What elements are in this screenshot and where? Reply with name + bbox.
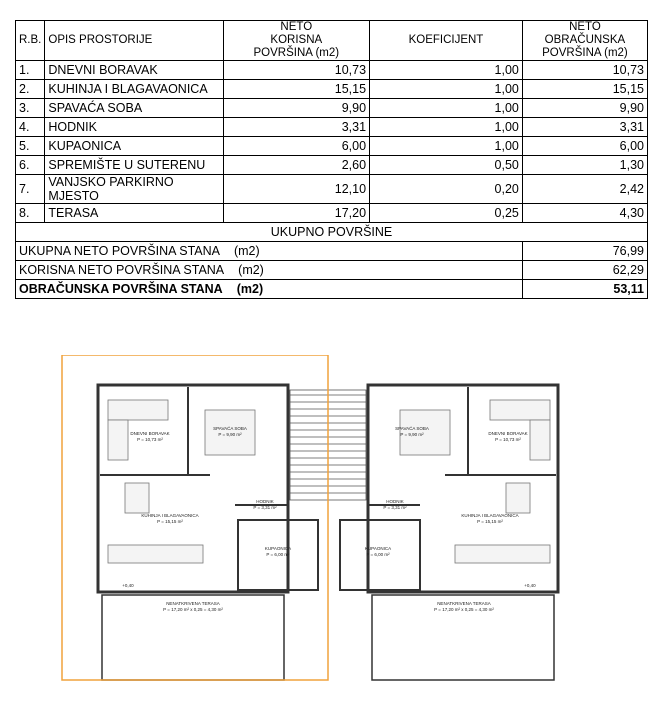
room-label: KUPAONICA bbox=[264, 546, 292, 551]
total-row-bold bbox=[16, 280, 648, 299]
room-area: P = 15,15 m² bbox=[477, 519, 503, 524]
total-label: UKUPNA NETO POVRŠINA STANA (m2) bbox=[16, 242, 523, 261]
cell-calc: 2,42 bbox=[522, 175, 647, 204]
cell-no: 5. bbox=[16, 137, 45, 156]
table-row bbox=[16, 80, 648, 99]
cell-coef: 1,00 bbox=[370, 80, 523, 99]
subtitle-row bbox=[16, 223, 648, 242]
cell-no: 4. bbox=[16, 118, 45, 137]
room-area: P = 10,73 m² bbox=[137, 437, 163, 442]
level-mark: +0,40 bbox=[122, 583, 134, 588]
floor-plan bbox=[60, 355, 620, 685]
room-label: KUHINJA I BLAGAVAONICA bbox=[141, 513, 199, 518]
total-label: OBRAČUNSKA POVRŠINA STANA (m2) bbox=[16, 280, 523, 299]
cell-net: 6,00 bbox=[223, 137, 369, 156]
header-opis: OPIS PROSTORIJE bbox=[45, 21, 223, 61]
cell-name: SPREMIŠTE U SUTERENU bbox=[45, 156, 223, 175]
cell-net: 15,15 bbox=[223, 80, 369, 99]
room-label: DNEVNI BORAVAK bbox=[130, 431, 170, 436]
room-area: P = 6,00 m² bbox=[366, 552, 390, 557]
area-table bbox=[15, 20, 648, 299]
cell-name: VANJSKO PARKIRNO MJESTO bbox=[45, 175, 223, 204]
room-label: KUHINJA I BLAGAVAONICA bbox=[461, 513, 519, 518]
room-area: P = 17,20 m² x 0,25 = 4,30 m² bbox=[434, 607, 494, 612]
cell-name: HODNIK bbox=[45, 118, 223, 137]
cell-coef: 1,00 bbox=[370, 118, 523, 137]
table-row bbox=[16, 137, 648, 156]
table-row bbox=[16, 156, 648, 175]
cell-net: 2,60 bbox=[223, 156, 369, 175]
table-row bbox=[16, 99, 648, 118]
cell-net: 10,73 bbox=[223, 61, 369, 80]
cell-no: 6. bbox=[16, 156, 45, 175]
cell-net: 3,31 bbox=[223, 118, 369, 137]
room-label: KUPAONICA bbox=[364, 546, 392, 551]
cell-name: TERASA bbox=[45, 204, 223, 223]
cell-no: 1. bbox=[16, 61, 45, 80]
table-row bbox=[16, 175, 648, 204]
cell-calc: 1,30 bbox=[522, 156, 647, 175]
header-koeficijent: KOEFICIJENT bbox=[370, 21, 523, 61]
level-mark: +0,40 bbox=[524, 583, 536, 588]
cell-calc: 4,30 bbox=[522, 204, 647, 223]
cell-coef: 1,00 bbox=[370, 137, 523, 156]
cell-name: KUPAONICA bbox=[45, 137, 223, 156]
header-rb: R.B. bbox=[16, 21, 45, 61]
cell-no: 3. bbox=[16, 99, 45, 118]
room-area: P = 9,90 m² bbox=[218, 432, 242, 437]
cell-calc: 6,00 bbox=[522, 137, 647, 156]
cell-no: 2. bbox=[16, 80, 45, 99]
cell-name: DNEVNI BORAVAK bbox=[45, 61, 223, 80]
room-label: NENATKRIVENA TERASA bbox=[166, 601, 220, 606]
cell-name: SPAVAĆA SOBA bbox=[45, 99, 223, 118]
room-area: P = 9,90 m² bbox=[400, 432, 424, 437]
room-area: P = 10,73 m² bbox=[495, 437, 521, 442]
table-header-row bbox=[16, 21, 648, 61]
room-area: P = 3,31 m² bbox=[253, 505, 277, 510]
room-label: HODNIK bbox=[386, 499, 404, 504]
cell-name: KUHINJA I BLAGAVAONICA bbox=[45, 80, 223, 99]
table-row bbox=[16, 118, 648, 137]
cell-coef: 0,20 bbox=[370, 175, 523, 204]
total-value: 53,11 bbox=[522, 280, 647, 299]
cell-calc: 9,90 bbox=[522, 99, 647, 118]
cell-no: 8. bbox=[16, 204, 45, 223]
room-area: P = 6,00 m² bbox=[266, 552, 290, 557]
header-neto-korisna: NETO KORISNA POVRŠINA (m2) bbox=[223, 21, 369, 61]
cell-net: 17,20 bbox=[223, 204, 369, 223]
total-label: KORISNA NETO POVRŠINA STANA (m2) bbox=[16, 261, 523, 280]
header-neto-obracunska: NETO OBRAČUNSKA POVRŠINA (m2) bbox=[522, 21, 647, 61]
cell-coef: 0,25 bbox=[370, 204, 523, 223]
room-area: P = 15,15 m² bbox=[157, 519, 183, 524]
room-area: P = 17,20 m² x 0,25 = 4,30 m² bbox=[163, 607, 223, 612]
cell-coef: 0,50 bbox=[370, 156, 523, 175]
table-row bbox=[16, 61, 648, 80]
cell-net: 12,10 bbox=[223, 175, 369, 204]
total-value: 76,99 bbox=[522, 242, 647, 261]
room-area: P = 3,31 m² bbox=[383, 505, 407, 510]
room-label: HODNIK bbox=[256, 499, 274, 504]
cell-net: 9,90 bbox=[223, 99, 369, 118]
cell-no: 7. bbox=[16, 175, 45, 204]
subtitle-cell: UKUPNO POVRŠINE bbox=[16, 223, 648, 242]
room-label: NENATKRIVENA TERASA bbox=[437, 601, 491, 606]
room-label: SPAVAĆA SOBA bbox=[395, 426, 429, 431]
cell-coef: 1,00 bbox=[370, 61, 523, 80]
room-label: SPAVAĆA SOBA bbox=[213, 426, 247, 431]
total-value: 62,29 bbox=[522, 261, 647, 280]
total-row bbox=[16, 242, 648, 261]
cell-coef: 1,00 bbox=[370, 99, 523, 118]
table-row bbox=[16, 204, 648, 223]
room-label: DNEVNI BORAVAK bbox=[488, 431, 528, 436]
total-row bbox=[16, 261, 648, 280]
cell-calc: 15,15 bbox=[522, 80, 647, 99]
cell-calc: 10,73 bbox=[522, 61, 647, 80]
cell-calc: 3,31 bbox=[522, 118, 647, 137]
